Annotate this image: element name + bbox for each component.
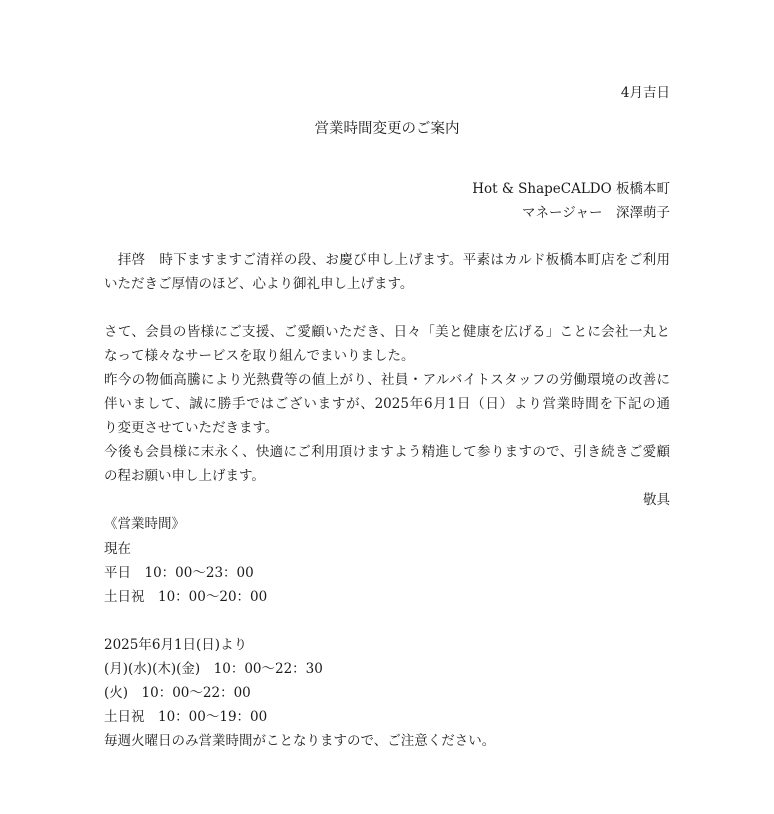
body-p2-line-2: 伴いまして、誠に勝手ではございますが、2025年6月1日（日）より営業時間を下記の通 [104, 396, 670, 412]
hours-current-weekend: 土日祝 10：00〜20：00 [104, 589, 268, 605]
body-p1-line-2: なって様々なサービスを取り組んでまいりました。 [104, 348, 415, 364]
hours-new-label: 2025年6月1日(日)より [104, 637, 248, 653]
hours-new-weekend: 土日祝 10：00〜19：00 [104, 709, 268, 725]
letter-title: 営業時間変更のご案内 [314, 121, 460, 137]
closing-text: 敬具 [643, 492, 670, 508]
body-p3-line-2: の程お願い申し上げます。 [104, 468, 265, 484]
letter-date: 4月吉日 [620, 85, 670, 101]
hours-note: 毎週火曜日のみ営業時間がことなりますので、ご注意ください。 [104, 733, 496, 749]
body-p2-line-1: 昨今の物価高騰により光熱費等の値上がり、社員・アルバイトスタッフの労働環境の改善に [104, 372, 670, 388]
body-p1-line-1: さて、会員の皆様にご支援、ご愛顧いただき、日々「美と健康を広げる」ことに会社一丸と [104, 324, 670, 340]
hours-current-weekday: 平日 10：00〜23：00 [104, 565, 254, 581]
sender-manager: マネージャー 深澤萌子 [522, 205, 670, 221]
greeting-line-2: いただきご厚情のほど、心より御礼申し上げます。 [104, 276, 414, 292]
body-p2-line-3: り変更させていただきます。 [104, 420, 279, 436]
hours-heading: 《営業時間》 [104, 516, 185, 532]
hours-new-weekdays: (月)(水)(木)(金) 10：00〜22：30 [104, 661, 323, 677]
hours-current-label: 現在 [104, 541, 131, 557]
hours-new-tuesday: (火) 10：00〜22：00 [104, 685, 251, 701]
greeting-line-1: 拝啓 時下ますますご清祥の段、お慶び申し上げます。平素はカルド板橋本町店をご利用 [104, 252, 670, 268]
body-p3-line-1: 今後も会員様に末永く、快適にご利用頂けますよう精進して参りますので、引き続きご愛顧 [104, 444, 670, 460]
sender-store: Hot & ShapeCALDO 板橋本町 [472, 181, 670, 197]
